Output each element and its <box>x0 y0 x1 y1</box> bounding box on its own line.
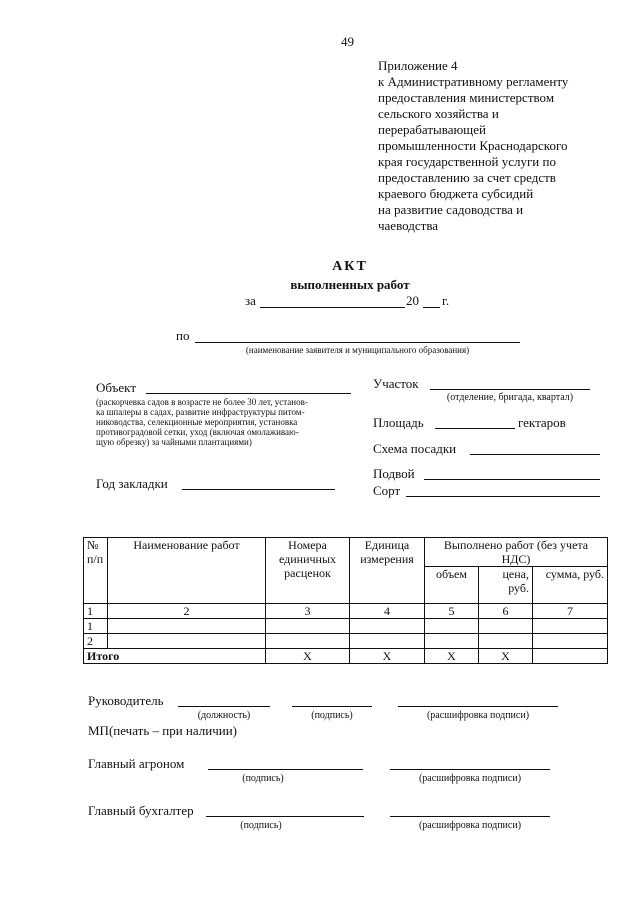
date-year-prefix: 20 <box>406 293 419 308</box>
accountant-sign-line <box>206 816 364 817</box>
total-mark: Х <box>266 649 350 664</box>
table-cell <box>479 619 533 634</box>
table-cell <box>108 619 266 634</box>
head-label: Руководитель <box>88 693 164 708</box>
object-note-line: (раскорчевка садов в возрасте не более 30 лет, установ- <box>96 397 308 407</box>
works-table <box>83 537 608 664</box>
object-line <box>146 393 351 394</box>
appendix-block <box>378 58 618 234</box>
object-note-line: противоградовой сетки, уход (включая омолаживаю- <box>96 427 299 437</box>
appendix-line: промышленности Краснодарского <box>378 138 568 153</box>
table-cell <box>350 634 425 649</box>
appendix-line: перерабатывающей <box>378 122 486 137</box>
appendix-line: к Административному регламенту <box>378 74 569 89</box>
table-cell <box>350 619 425 634</box>
area-unit: гектаров <box>518 415 566 430</box>
col-number: 1 <box>84 604 108 619</box>
rootstock-line <box>424 479 600 480</box>
table-cell <box>533 634 608 649</box>
header-rates: Номера единичных расценок <box>266 538 350 604</box>
date-year-line <box>423 307 440 308</box>
header-unit: Единица измерения <box>350 538 425 604</box>
applicant-caption: (наименование заявителя и муниципального образования) <box>245 345 470 355</box>
total-row <box>84 649 608 664</box>
decode-caption: (расшифровка подписи) <box>426 710 530 721</box>
table-cell <box>533 619 608 634</box>
decode-caption: (расшифровка подписи) <box>418 820 522 831</box>
row-number: 2 <box>84 634 108 649</box>
table-cell <box>479 634 533 649</box>
row-number: 1 <box>84 619 108 634</box>
col-number: 4 <box>350 604 425 619</box>
total-mark: Х <box>425 649 479 664</box>
col-number: 6 <box>479 604 533 619</box>
table-cell <box>533 649 608 664</box>
rootstock-label: Подвой <box>373 466 415 481</box>
variety-label: Сорт <box>373 483 401 498</box>
appendix-line: предоставления министерством <box>378 90 555 105</box>
header-num: № п/п <box>84 538 108 604</box>
sign-caption: (подпись) <box>311 710 353 721</box>
table-cell <box>266 634 350 649</box>
act-title: АКТ <box>332 259 368 274</box>
applicant-prefix: по <box>176 328 190 343</box>
appendix-title: Приложение 4 <box>378 58 458 73</box>
area-label: Площадь <box>373 415 424 430</box>
appendix-line: краевого бюджета субсидий <box>378 186 534 201</box>
stamp-label: МП(печать – при наличии) <box>88 723 237 738</box>
table-cell <box>425 619 479 634</box>
appendix-line: чаеводства <box>378 218 439 233</box>
accountant-decode-line <box>390 816 550 817</box>
header-name: Наименование работ <box>108 538 266 604</box>
position-caption: (должность) <box>197 710 251 721</box>
area-line <box>435 428 515 429</box>
header-done: Выполнено работ (без учета НДС) <box>425 538 608 567</box>
appendix-line: на развитие садоводства и <box>378 202 524 217</box>
plot-label: Участок <box>373 376 419 391</box>
sign-caption: (подпись) <box>242 773 284 784</box>
col-number: 5 <box>425 604 479 619</box>
head-decode-line <box>398 706 558 707</box>
col-number: 3 <box>266 604 350 619</box>
header-sum: сумма, руб. <box>533 567 608 604</box>
total-mark: Х <box>350 649 425 664</box>
appendix-line: края государственной услуги по <box>378 154 556 169</box>
applicant-line <box>195 342 520 343</box>
variety-line <box>406 496 600 497</box>
year-line <box>182 489 335 490</box>
accountant-label: Главный бухгалтер <box>88 803 194 818</box>
scheme-label: Схема посадки <box>373 441 457 456</box>
table-row <box>84 634 608 649</box>
agronomist-decode-line <box>390 769 550 770</box>
head-sign-line <box>292 706 372 707</box>
table-cell <box>266 619 350 634</box>
act-subtitle: выполненных работ <box>290 277 410 292</box>
year-label: Год закладки <box>96 476 168 491</box>
decode-caption: (расшифровка подписи) <box>418 773 522 784</box>
table-cell <box>425 634 479 649</box>
object-label: Объект <box>96 380 136 395</box>
page-number: 49 <box>341 34 354 49</box>
date-prefix: за <box>245 293 256 308</box>
date-suffix: г. <box>442 293 450 308</box>
head-position-line <box>178 706 270 707</box>
object-note-line: щую обрезку) за чайными плантациями) <box>96 437 252 447</box>
scheme-line <box>470 454 600 455</box>
appendix-line: предоставлению за счет средств <box>378 170 556 185</box>
plot-line <box>430 389 590 390</box>
column-numbers-row <box>84 604 608 619</box>
total-mark: Х <box>479 649 533 664</box>
table-cell <box>108 634 266 649</box>
agronomist-sign-line <box>208 769 363 770</box>
header-price: цена, руб. <box>479 567 533 604</box>
header-volume: объем <box>425 567 479 604</box>
agronomist-label: Главный агроном <box>88 756 185 771</box>
plot-caption: (отделение, бригада, квартал) <box>446 392 574 403</box>
col-number: 2 <box>108 604 266 619</box>
date-day-line <box>260 307 405 308</box>
object-note-line: ка шпалеры в садах, развитие инфраструктуры питом- <box>96 407 305 417</box>
sign-caption: (подпись) <box>240 820 282 831</box>
appendix-line: сельского хозяйства и <box>378 106 499 121</box>
object-note-line: ниководства, селекционные мероприятия, установка <box>96 417 298 427</box>
total-label: Итого <box>84 649 266 664</box>
col-number: 7 <box>533 604 608 619</box>
object-note <box>96 397 354 447</box>
table-row <box>84 619 608 634</box>
